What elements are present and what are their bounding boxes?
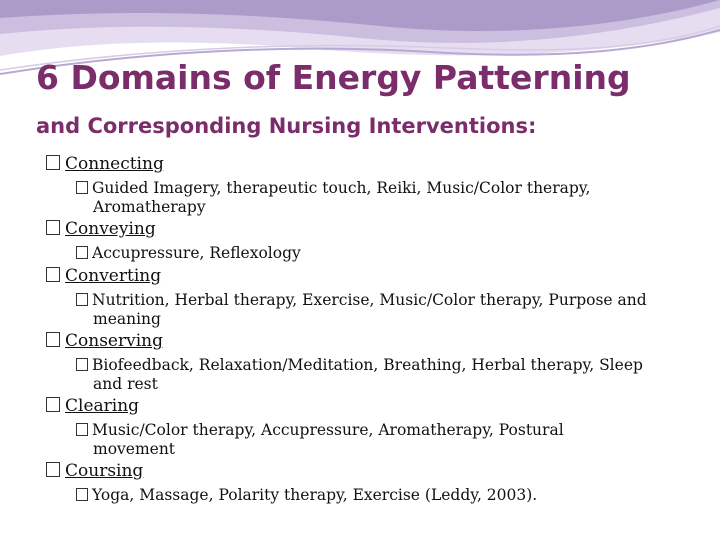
intervention-item: Guided Imagery, therapeutic touch, Reiki, Music/Color therapy, Aromatherapy	[76, 179, 590, 217]
domain-label: Coursing	[65, 461, 144, 481]
intervention-item: Accupressure, Reflexology	[76, 244, 301, 263]
bullet-box-icon	[46, 220, 60, 235]
domain-item-connecting	[46, 154, 164, 174]
bullet-box-icon	[46, 267, 60, 282]
domain-label: Clearing	[65, 396, 140, 416]
domain-item-converting	[46, 266, 161, 286]
bullet-box-icon	[76, 358, 88, 371]
bullet-box-icon	[46, 155, 60, 170]
bullet-box-icon	[46, 462, 60, 477]
domain-label: Converting	[65, 266, 162, 286]
bullet-box-icon	[76, 488, 88, 501]
bullet-box-icon	[76, 293, 88, 306]
intervention-item: Yoga, Massage, Polarity therapy, Exercise (Leddy, 2003).	[76, 486, 537, 505]
bullet-box-icon	[76, 423, 88, 436]
slide-subtitle: and Corresponding Nursing Interventions:	[36, 114, 537, 138]
bullet-box-icon	[46, 332, 60, 347]
domain-label: Conserving	[65, 331, 163, 351]
domain-label: Conveying	[65, 219, 156, 239]
bullet-box-icon	[76, 246, 88, 259]
domain-item-coursing	[46, 461, 143, 481]
intervention-item: Nutrition, Herbal therapy, Exercise, Music/Color therapy, Purpose and meaning	[76, 291, 647, 329]
intervention-item: Biofeedback, Relaxation/Meditation, Breathing, Herbal therapy, Sleep and rest	[76, 356, 643, 394]
domain-item-conveying	[46, 219, 156, 239]
domain-item-conserving	[46, 331, 163, 351]
domain-item-clearing	[46, 396, 139, 416]
bullet-box-icon	[76, 181, 88, 194]
slide-title: 6 Domains of Energy Patterning	[36, 58, 631, 97]
domain-label: Connecting	[65, 154, 164, 174]
bullet-box-icon	[46, 397, 60, 412]
intervention-item: Music/Color therapy, Accupressure, Aromatherapy, Postural movement	[76, 421, 564, 459]
